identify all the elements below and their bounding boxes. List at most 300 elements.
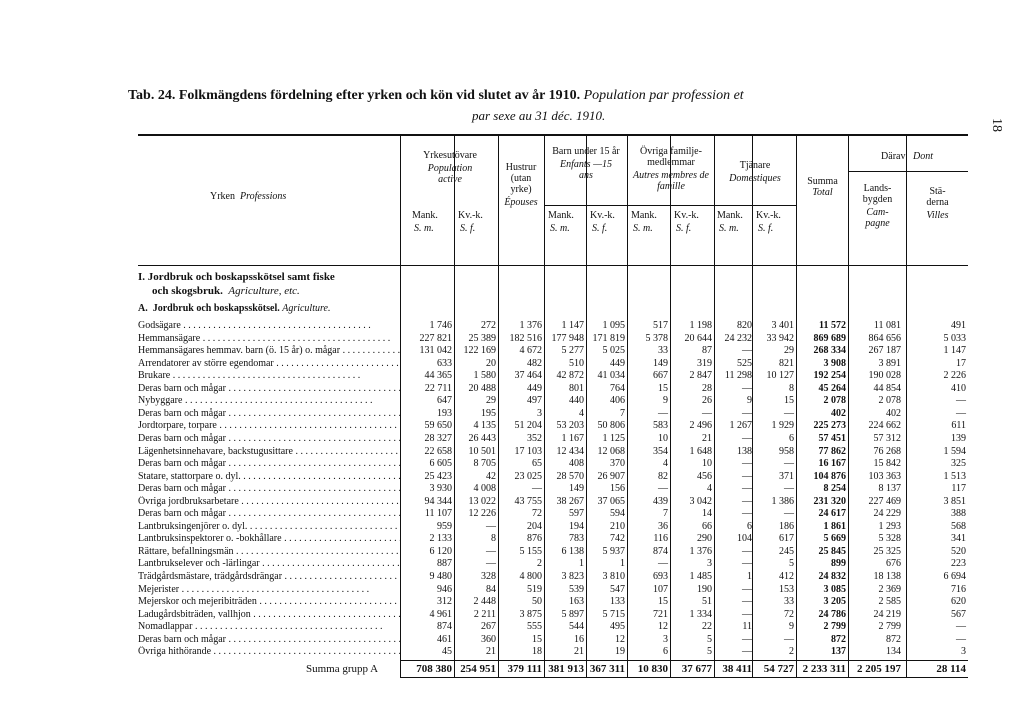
row-cell: 57 312 [873, 432, 901, 444]
row-cell: 103 363 [868, 470, 901, 482]
row-cell: 3 875 [519, 608, 542, 620]
row-cell: 9 [663, 395, 668, 407]
row-cell: 21 [574, 646, 584, 658]
row-cell: 1 125 [602, 432, 625, 444]
row-cell: 3 930 [429, 483, 452, 495]
row-cell: 42 [486, 470, 496, 482]
row-cell: 4 135 [473, 420, 496, 432]
row-label: Lantbruksingenjörer o. dyl. . . . [138, 521, 400, 532]
row-cell: 520 [951, 545, 966, 557]
row-cell: 18 [532, 646, 542, 658]
row-cell: 872 [831, 633, 846, 645]
row-cell: — [742, 646, 752, 658]
row-cell: 3 085 [823, 583, 846, 595]
row-cell: — [742, 583, 752, 595]
row-cell: 104 876 [813, 470, 846, 482]
row-cell: 2 369 [878, 583, 901, 595]
sub-header-sf: S. f. [676, 223, 692, 234]
row-cell: 50 806 [597, 420, 625, 432]
row-label: Ladugårdsbiträden, vallhjon . . . [138, 609, 400, 620]
row-cell: 1 746 [429, 320, 452, 331]
row-cell: — [784, 633, 794, 645]
summa-row [138, 663, 968, 675]
row-cell: 7 [620, 407, 625, 419]
row-cell: 3 401 [771, 320, 794, 331]
row-cell: 22 711 [424, 382, 452, 394]
row-cell: 137 [831, 646, 846, 658]
row-cell: 2 847 [689, 370, 712, 382]
row-cell: 50 [532, 596, 542, 608]
row-cell: — [742, 545, 752, 557]
row-cell: 10 [702, 458, 712, 470]
row-cell: 28 570 [556, 470, 584, 482]
row-label: Nybyggare . . . [138, 395, 400, 406]
row-cell: 647 [437, 395, 452, 407]
row-cell: 482 [527, 357, 542, 369]
row-cell: — [742, 608, 752, 620]
table-row [138, 433, 968, 444]
row-cell: 22 [702, 621, 712, 633]
row-cell: 227 821 [419, 332, 452, 344]
row-cell: 5 328 [878, 533, 901, 545]
row-cell: 44 854 [873, 382, 901, 394]
row-cell: 163 [569, 596, 584, 608]
row-cell: 3 908 [823, 357, 846, 369]
row-cell: 16 167 [818, 458, 846, 470]
row-cell: 24 229 [873, 508, 901, 520]
summa-cell: 379 111 [507, 663, 542, 675]
row-cell: 6 120 [429, 545, 452, 557]
row-cell: 25 423 [424, 470, 452, 482]
row-label: Lantbruksinspektorer o. -bokhållare . . . [138, 533, 400, 544]
subsection-heading: A. Jordbruk och boskapsskötsel. Agriculture. [138, 303, 331, 314]
row-cell: 38 267 [556, 495, 584, 507]
row-cell: 12 068 [597, 445, 625, 457]
row-cell: 5 [707, 646, 712, 658]
row-cell: 17 [956, 357, 966, 369]
row-cell: 6 [663, 646, 668, 658]
row-cell: — [486, 520, 496, 532]
row-cell: 2 226 [943, 370, 966, 382]
row-cell: 26 443 [468, 432, 496, 444]
row-label: Lägenhetsinnehavare, backstugusittare . . . [138, 446, 400, 457]
table-row [138, 471, 968, 482]
row-cell: — [956, 407, 966, 419]
row-cell: 190 028 [868, 370, 901, 382]
header-top-rule [138, 134, 968, 136]
row-cell: 5 715 [602, 608, 625, 620]
row-cell: 449 [527, 382, 542, 394]
row-cell: 3 205 [823, 596, 846, 608]
header-yrken: Yrken Professions [210, 191, 287, 202]
row-cell: 1 267 [729, 420, 752, 432]
row-cell: 7 [663, 508, 668, 520]
row-label: Deras barn och mågar . . . [138, 433, 400, 444]
row-label: Övriga jordbruksarbetare . . . [138, 496, 400, 507]
row-cell: 497 [527, 395, 542, 407]
row-cell: 57 451 [818, 432, 846, 444]
row-cell: 341 [951, 533, 966, 545]
row-cell: 12 226 [468, 508, 496, 520]
row-cell: 495 [610, 621, 625, 633]
row-cell: 133 [610, 596, 625, 608]
row-cell: 676 [886, 558, 901, 570]
row-cell: 1 147 [561, 320, 584, 331]
row-label: Deras barn och mågar . . . [138, 483, 400, 494]
summa-cell: 381 913 [548, 663, 584, 675]
row-cell: 186 [779, 520, 794, 532]
row-cell: 352 [527, 432, 542, 444]
row-cell: — [784, 458, 794, 470]
row-cell: 5 155 [519, 545, 542, 557]
sub-header-sf: S. f. [460, 223, 476, 234]
row-cell: 19 [615, 646, 625, 658]
row-cell: 15 [784, 395, 794, 407]
sub-header-kvk: Kv.-k. [756, 210, 781, 221]
row-cell: 2 078 [878, 395, 901, 407]
row-cell: 131 042 [419, 345, 452, 357]
row-cell: 8 [789, 382, 794, 394]
row-cell: 20 488 [468, 382, 496, 394]
row-label: Arrendatorer av större egendomar . . . [138, 358, 400, 369]
row-cell: 13 022 [468, 495, 496, 507]
row-cell: — [742, 470, 752, 482]
row-cell: 611 [951, 420, 966, 432]
row-cell: 583 [653, 420, 668, 432]
row-label: Lantbrukselever och -lärlingar . . . [138, 558, 400, 569]
table-row [138, 458, 968, 469]
row-cell: 25 389 [468, 332, 496, 344]
row-cell: 491 [951, 320, 966, 331]
sub-header-kvk: Kv.-k. [458, 210, 483, 221]
row-cell: 12 434 [556, 445, 584, 457]
row-cell: 2 799 [823, 621, 846, 633]
row-cell: 11 107 [424, 508, 452, 520]
row-cell: 171 819 [592, 332, 625, 344]
row-cell: 8 254 [823, 483, 846, 495]
row-cell: 8 137 [878, 483, 901, 495]
table-number: Tab. 24. [128, 88, 176, 103]
row-cell: 14 [702, 508, 712, 520]
row-cell: 3 851 [943, 495, 966, 507]
table-row [138, 483, 968, 494]
header-stader: Stä- derna Villes [926, 186, 949, 221]
row-cell: 15 842 [873, 458, 901, 470]
row-label: Deras barn och mågar . . . [138, 508, 400, 519]
table-row [138, 383, 968, 394]
row-cell: — [742, 558, 752, 570]
header-barn: Barn under 15 år Enfants —15 ans [552, 146, 620, 181]
sub-header-sf: S. f. [592, 223, 608, 234]
row-cell: 402 [886, 407, 901, 419]
row-cell: 82 [658, 470, 668, 482]
summa-cell: 254 951 [460, 663, 496, 675]
row-cell: 25 325 [873, 545, 901, 557]
row-cell: — [532, 483, 542, 495]
row-cell: 9 [789, 621, 794, 633]
row-cell: 182 516 [509, 332, 542, 344]
row-cell: 3 [663, 633, 668, 645]
group-underline [545, 205, 627, 206]
row-cell: 3 [707, 558, 712, 570]
row-cell: 4 008 [473, 483, 496, 495]
row-cell: 10 [658, 432, 668, 444]
sub-header-mank: Mank. [412, 210, 438, 221]
table-row [138, 596, 968, 607]
row-cell: 192 254 [813, 370, 846, 382]
row-cell: 555 [527, 621, 542, 633]
row-cell: 876 [527, 533, 542, 545]
table-row [138, 584, 968, 595]
row-label: Hemmansägares hemmav. barn (ö. 15 år) o. mågar . . . [138, 345, 400, 356]
title-french-line1: Population par profession et [583, 88, 744, 103]
row-cell: 76 268 [873, 445, 901, 457]
row-cell: 519 [527, 583, 542, 595]
row-cell: 2 [537, 558, 542, 570]
row-cell: 525 [737, 357, 752, 369]
row-cell: 4 [579, 407, 584, 419]
row-cell: 1 [747, 571, 752, 582]
row-cell: 33 [658, 345, 668, 357]
row-cell: 742 [610, 533, 625, 545]
row-cell: 568 [951, 520, 966, 532]
table-row [138, 320, 968, 331]
sub-header-kvk: Kv.-k. [590, 210, 615, 221]
row-cell: 319 [697, 357, 712, 369]
row-cell: 195 [481, 407, 496, 419]
row-cell: 5 937 [602, 545, 625, 557]
row-cell: 2 133 [429, 533, 452, 545]
row-cell: 33 942 [766, 332, 794, 344]
row-cell: 227 469 [868, 495, 901, 507]
table-row [138, 395, 968, 406]
row-label: Hemmansägare . . . [138, 333, 400, 344]
row-cell: 1 293 [878, 520, 901, 532]
row-cell: 716 [951, 583, 966, 595]
table-title [128, 88, 744, 104]
row-cell: 461 [437, 633, 452, 645]
row-cell: 36 [658, 520, 668, 532]
row-cell: 94 344 [424, 495, 452, 507]
row-cell: 899 [831, 558, 846, 570]
sub-header-mank: Mank. [631, 210, 657, 221]
row-cell: 3 [537, 407, 542, 419]
row-cell: 5 378 [645, 332, 668, 344]
row-cell: 51 204 [514, 420, 542, 432]
row-cell: 11 081 [873, 320, 901, 331]
summa-cell: 37 677 [681, 663, 712, 675]
row-cell: 439 [653, 495, 668, 507]
row-cell: 26 [702, 395, 712, 407]
row-cell: 864 656 [868, 332, 901, 344]
row-label: Mejerskor och mejeribiträden . . . [138, 596, 400, 607]
row-cell: 12 [658, 621, 668, 633]
header-tjanare: Tjänare Domestiques [729, 160, 781, 184]
row-cell: 6 605 [429, 458, 452, 470]
table-row [138, 420, 968, 431]
row-cell: 325 [951, 458, 966, 470]
row-cell: 633 [437, 357, 452, 369]
row-cell: 620 [951, 596, 966, 608]
row-cell: 371 [779, 470, 794, 482]
row-cell: 4 672 [519, 345, 542, 357]
summa-cell: 2 205 197 [857, 663, 901, 675]
row-cell: 11 298 [724, 370, 752, 382]
row-cell: — [742, 382, 752, 394]
row-cell: 1 334 [689, 608, 712, 620]
row-cell: 2 448 [473, 596, 496, 608]
row-cell: 547 [610, 583, 625, 595]
row-cell: 5 025 [602, 345, 625, 357]
row-cell: 412 [779, 571, 794, 582]
row-cell: — [742, 508, 752, 520]
header-darav: Därav Dont [881, 151, 933, 162]
table-row [138, 370, 968, 381]
row-cell: 53 203 [556, 420, 584, 432]
row-cell: 33 [784, 596, 794, 608]
row-cell: 958 [779, 445, 794, 457]
row-cell: 887 [437, 558, 452, 570]
row-cell: 24 219 [873, 608, 901, 620]
table-row [138, 358, 968, 369]
table-row [138, 558, 968, 569]
row-cell: 44 365 [424, 370, 452, 382]
row-cell: 783 [569, 533, 584, 545]
group-underline [628, 205, 714, 206]
row-cell: 1 147 [943, 345, 966, 357]
row-cell: 594 [610, 508, 625, 520]
row-label: Statare, stattorpare o. dyl. . . . [138, 471, 400, 482]
total-rule [400, 660, 968, 661]
row-cell: 204 [527, 520, 542, 532]
row-cell: — [784, 508, 794, 520]
row-cell: 139 [951, 432, 966, 444]
table-row [138, 571, 968, 582]
row-cell: 2 078 [823, 395, 846, 407]
row-cell: 20 [486, 357, 496, 369]
sub-header-sm: S. m. [550, 223, 570, 234]
sub-header-mank: Mank. [717, 210, 743, 221]
table-row [138, 408, 968, 419]
page-number: 18 [989, 118, 1004, 132]
row-cell: 194 [569, 520, 584, 532]
row-cell: 245 [779, 545, 794, 557]
row-cell: — [742, 345, 752, 357]
header-hustrur: Hustrur (utan yrke) Épouses [504, 162, 538, 208]
row-cell: 693 [653, 571, 668, 582]
row-cell: 667 [653, 370, 668, 382]
row-cell: 268 334 [813, 345, 846, 357]
row-cell: 153 [779, 583, 794, 595]
row-cell: 1 594 [943, 445, 966, 457]
row-cell: 210 [610, 520, 625, 532]
row-cell: 18 138 [873, 571, 901, 582]
row-cell: 37 464 [514, 370, 542, 382]
table-row [138, 521, 968, 532]
row-cell: 21 [702, 432, 712, 444]
row-label: Deras barn och mågar . . . [138, 383, 400, 394]
row-cell: 72 [784, 608, 794, 620]
row-cell: 24 832 [818, 571, 846, 582]
table-row [138, 508, 968, 519]
row-cell: 107 [653, 583, 668, 595]
row-cell: 28 [702, 382, 712, 394]
row-label: Rättare, befallningsmän . . . [138, 546, 400, 557]
row-cell: 1 580 [473, 370, 496, 382]
row-cell: 874 [653, 545, 668, 557]
row-label: Jordtorpare, torpare . . . [138, 420, 400, 431]
row-cell: 104 [737, 533, 752, 545]
row-cell: 4 [663, 458, 668, 470]
header-yrkesutovare: Yrkesutövare Population active [423, 150, 477, 185]
header-ovriga: Övriga familje- medlemmar Autres membres de famille [633, 146, 709, 192]
row-cell: 225 273 [813, 420, 846, 432]
row-cell: 3 042 [689, 495, 712, 507]
row-cell: — [486, 558, 496, 570]
section-heading: I. Jordbruk och boskapsskötsel samt fiske [138, 271, 335, 283]
row-cell: 510 [569, 357, 584, 369]
row-cell: 402 [831, 407, 846, 419]
row-cell: 23 025 [514, 470, 542, 482]
row-cell: 15 [658, 596, 668, 608]
row-cell: 9 480 [429, 571, 452, 582]
row-cell: 517 [653, 320, 668, 331]
row-cell: 223 [951, 558, 966, 570]
row-cell: 408 [569, 458, 584, 470]
table-row [138, 546, 968, 557]
row-cell: 12 [615, 633, 625, 645]
row-cell: 24 232 [724, 332, 752, 344]
row-cell: 2 [789, 646, 794, 658]
row-cell: 122 169 [463, 345, 496, 357]
summa-cell: 367 311 [589, 663, 625, 675]
row-label: Deras barn och mågar . . . [138, 458, 400, 469]
sub-header-mank: Mank. [548, 210, 574, 221]
row-cell: 6 [747, 520, 752, 532]
row-cell: 272 [481, 320, 496, 331]
row-cell: 9 [747, 395, 752, 407]
row-cell: 3 891 [878, 357, 901, 369]
row-cell: 1 095 [602, 320, 625, 331]
row-cell: 11 [742, 621, 752, 633]
row-cell: 370 [610, 458, 625, 470]
row-cell: 11 572 [819, 320, 846, 331]
row-cell: 1 167 [561, 432, 584, 444]
summa-cell: 708 380 [416, 663, 452, 675]
summa-cell: 2 233 311 [802, 663, 846, 675]
row-cell: 8 705 [473, 458, 496, 470]
row-cell: — [742, 458, 752, 470]
row-cell: — [784, 407, 794, 419]
row-cell: — [702, 407, 712, 419]
row-cell: — [742, 633, 752, 645]
row-cell: 5 669 [823, 533, 846, 545]
row-cell: 15 [658, 382, 668, 394]
row-cell: 77 862 [818, 445, 846, 457]
summa-cell: 10 830 [637, 663, 668, 675]
row-cell: 72 [532, 508, 542, 520]
darav-underline [849, 171, 968, 172]
row-cell: 117 [951, 483, 966, 495]
row-cell: 4 [707, 483, 712, 495]
row-cell: 1 513 [943, 470, 966, 482]
row-cell: 25 845 [818, 545, 846, 557]
row-cell: 539 [569, 583, 584, 595]
row-cell: 41 034 [597, 370, 625, 382]
sub-header-sm: S. m. [414, 223, 434, 234]
row-cell: 1 376 [689, 545, 712, 557]
row-cell: — [742, 483, 752, 495]
